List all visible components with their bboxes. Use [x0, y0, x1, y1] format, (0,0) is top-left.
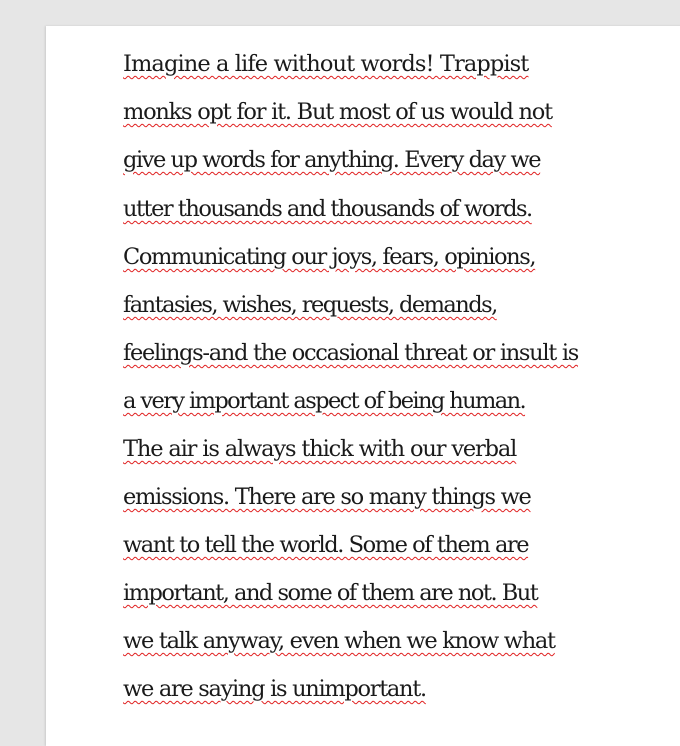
text-line[interactable]: give up words for anything. Every day we	[123, 147, 541, 173]
text-line[interactable]: we talk anyway, even when we know what	[123, 628, 555, 654]
text-line[interactable]: feelings-and the occasional threat or insult is	[123, 340, 578, 366]
text-line[interactable]: Communicating our joys, fears, opinions,	[123, 244, 536, 270]
text-line[interactable]: monks opt for it. But most of us would not	[123, 99, 552, 125]
document-page[interactable]	[46, 26, 680, 746]
text-line[interactable]: emissions. There are so many things we	[123, 484, 531, 510]
text-line[interactable]: we are saying is unimportant.	[123, 676, 426, 702]
text-line[interactable]: fantasies, wishes, requests, demands,	[123, 292, 497, 318]
text-line[interactable]: utter thousands and thousands of words.	[123, 196, 532, 222]
text-line[interactable]: important, and some of them are not. But	[123, 580, 538, 606]
text-line[interactable]: The air is always thick with our verbal	[123, 436, 517, 462]
text-line[interactable]: Imagine a life without words! Trappist	[123, 51, 529, 77]
text-line[interactable]: want to tell the world. Some of them are	[123, 532, 529, 558]
text-line[interactable]: a very important aspect of being human.	[123, 388, 526, 414]
